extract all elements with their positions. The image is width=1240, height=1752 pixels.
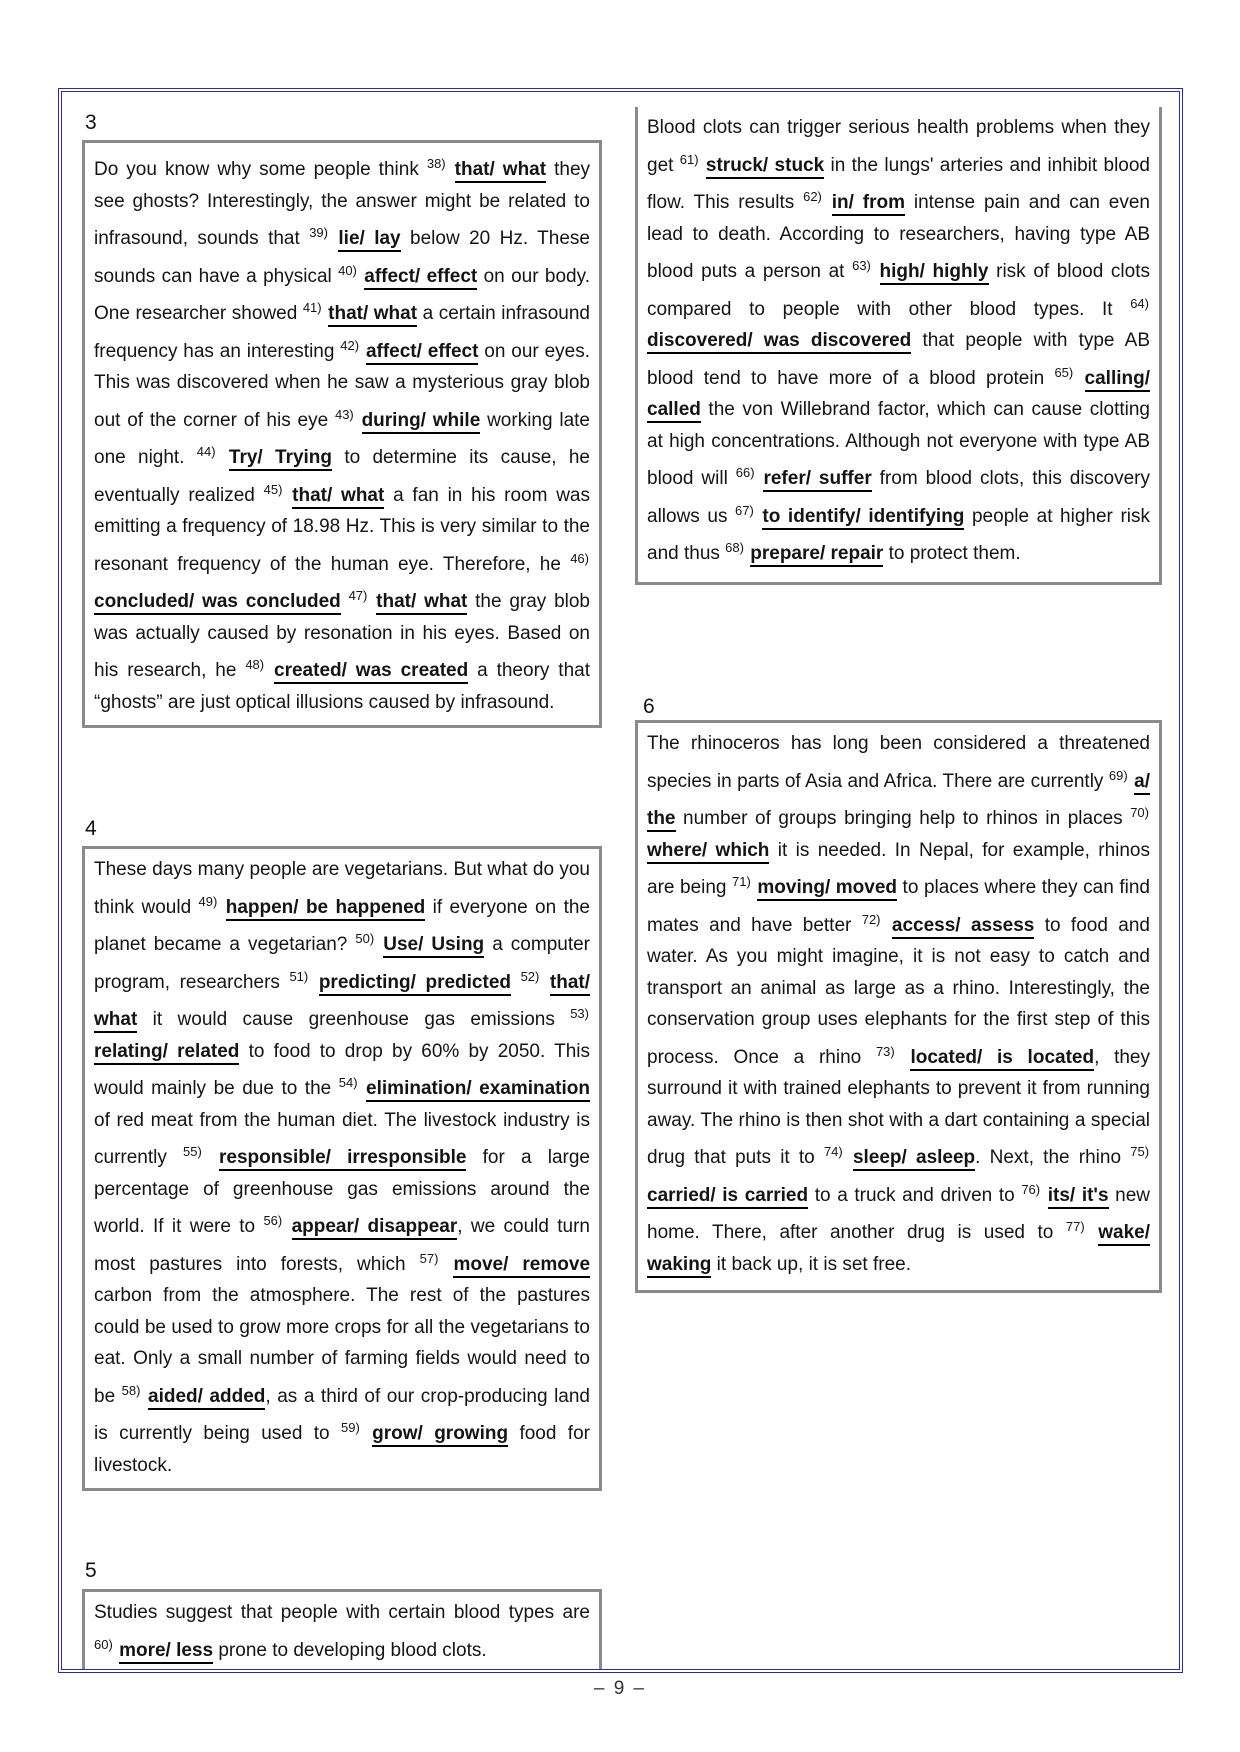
- answer-choice: Use/ Using: [383, 934, 484, 958]
- question-number: 41): [302, 300, 322, 315]
- answer-choice: that/ what: [292, 485, 384, 509]
- answer-choice: refer/ suffer: [763, 468, 871, 492]
- question-number: 45): [263, 481, 283, 497]
- question-number: 57): [419, 1250, 439, 1266]
- answer-choice: created/ was created: [274, 660, 468, 684]
- question-number: 42): [340, 337, 360, 353]
- question-number: 71): [732, 874, 751, 889]
- answer-choice: Try/ Trying: [229, 447, 332, 471]
- question-number: 73): [875, 1043, 895, 1059]
- question-number: 62): [803, 189, 822, 204]
- answer-choice: in/ from: [832, 192, 905, 216]
- passage-6-text: The rhinoceros has long been considered a threatened species in parts of Asia and Africa. There are currently $^{69)}$ a/ the number of groups bringing help to rhinos in places $^{70)}$ where/ which it is needed. In Nepal, for example, rhinos are being $^{71)}$ moving/ moved to places where they can find mates and have better $^{72)}$ access/ assess to food and water. As you might imagine, it is not easy to catch and transport an animal as large as a rhino. Interestingly, the conservation group uses elephants for the first step of this process. Once a rhino $^{73)}$ located/ is located, they surround it with trained elephants to prevent it from running away. The rhino is then shot with a dart containing a special drug that puts it to $^{74)}$ sleep/ asleep. Next, the rhino $^{75)}$ carried/ is carried to a truck and driven to $^{76)}$ its/ it's new home. There, after another drug is used to $^{77)}$ wake/ waking it back up, it is set free.: [638, 723, 1159, 1287]
- passage-5-box: [82, 1589, 602, 1669]
- answer-choice: that/ what: [328, 303, 417, 327]
- question-number: 63): [852, 258, 871, 273]
- question-number: 64): [1130, 295, 1149, 311]
- answer-choice: prepare/ repair: [750, 543, 883, 567]
- question-number: 46): [570, 550, 589, 566]
- passage-6-box: [635, 720, 1162, 1293]
- answer-choice: located/ is located: [910, 1047, 1094, 1071]
- question-number: 77): [1065, 1219, 1085, 1234]
- answer-choice: that/ what: [455, 159, 546, 183]
- answer-choice: happen/ be happened: [226, 897, 426, 921]
- answer-choice: grow/ growing: [372, 1423, 508, 1447]
- question-number: 43): [334, 406, 354, 422]
- passage-3-box: [82, 140, 602, 728]
- answer-choice: predicting/ predicted: [319, 972, 511, 996]
- answer-choice: a/ the: [647, 771, 1150, 833]
- answer-choice: struck/ stuck: [706, 155, 824, 179]
- answer-choice: that/ what: [94, 972, 590, 1034]
- question-number: 55): [183, 1144, 202, 1159]
- question-number: 56): [263, 1213, 283, 1228]
- answer-choice: concluded/ was concluded: [94, 591, 341, 615]
- question-number: 75): [1130, 1144, 1150, 1159]
- answer-choice: moving/ moved: [757, 877, 897, 901]
- answer-choice: where/ which: [647, 840, 769, 864]
- passage-4-box: [82, 846, 602, 1491]
- question-number: 67): [735, 502, 754, 518]
- answer-choice: discovered/ was discovered: [647, 330, 911, 354]
- answer-choice: carried/ is carried: [647, 1185, 808, 1209]
- passage-5-continuation-box: [635, 107, 1162, 585]
- passage-5-continuation-text: Blood clots can trigger serious health problems when they get $^{61)}$ struck/ stuck in the lungs' arteries and inhibit blood flow. This results $^{62)}$ in/ from intense pain and can even lead to death. According to researchers, having type AB blood puts a person at $^{63)}$ high/ highly risk of blood clots compared to people with other blood types. It $^{64)}$ discovered/ was discovered that people with type AB blood tend to have more of a blood protein $^{65)}$ calling/ called the von Willebrand factor, which can cause clotting at high concentrations. Although not everyone with type AB blood will $^{66)}$ refer/ suffer from blood clots, this discovery allows us $^{67)}$ to identify/ identifying people at higher risk and thus $^{68)}$ prepare/ repair to protect them.: [638, 107, 1159, 577]
- question-number: 69): [1108, 767, 1128, 783]
- answer-choice: access/ assess: [892, 915, 1034, 939]
- question-number: 50): [355, 931, 375, 946]
- answer-choice: wake/ waking: [647, 1222, 1150, 1278]
- question-number: 66): [735, 465, 755, 480]
- question-number: 58): [121, 1382, 141, 1398]
- question-number: 54): [338, 1075, 358, 1090]
- answer-choice: responsible/ irresponsible: [219, 1147, 466, 1171]
- answer-choice: move/ remove: [453, 1254, 590, 1278]
- answer-choice: high/ highly: [880, 261, 989, 285]
- question-number: 52): [520, 968, 540, 984]
- question-number: 70): [1130, 805, 1149, 820]
- page-number: – 9 –: [593, 1678, 647, 1699]
- answer-choice: relating/ related: [94, 1041, 239, 1065]
- passage-3-number: 3: [85, 111, 97, 134]
- passage-5-number: 5: [85, 1559, 97, 1582]
- passage-5-text: Studies suggest that people with certain blood types are $^{60)}$ more/ less prone to developing blood clots.: [85, 1592, 599, 1669]
- question-number: 60): [94, 1636, 113, 1652]
- question-number: 76): [1021, 1181, 1041, 1197]
- answer-choice: sleep/ asleep: [853, 1147, 975, 1171]
- question-number: 68): [725, 540, 744, 555]
- answer-choice: appear/ disappear: [292, 1216, 458, 1240]
- answer-choice: to identify/ identifying: [762, 506, 964, 530]
- passage-3-text: Do you know why some people think $^{38)}$ that/ what they see ghosts? Interestingly, the answer might be related to infrasound, sounds that $^{39)}$ lie/ lay below 20 Hz. These sounds can have a physical $^{40)}$ affect/ effect on our body. One researcher showed $^{41)}$ that/ what a certain infrasound frequency has an interesting $^{42)}$ affect/ effect on our eyes. This was discovered when he saw a mysterious gray blob out of the corner of his eye $^{43)}$ during/ while working late one night. $^{44)}$ Try/ Trying to determine its cause, he eventually realized $^{45)}$ that/ what a fan in his room was emitting a frequency of 18.98 Hz. This is very similar to the resonant frequency of the human eye. Therefore, he $^{46)}$ concluded/ was concluded $^{47)}$ that/ what the gray blob was actually caused by resonation in his eyes. Based on his research, he $^{48)}$ created/ was created a theory that “ghosts” are just optical illusions caused by infrasound.: [94, 156, 591, 713]
- answer-choice: its/ it's: [1048, 1185, 1109, 1209]
- question-number: 48): [245, 657, 265, 672]
- question-number: 61): [679, 151, 699, 167]
- passage-4-number: 4: [85, 817, 97, 840]
- question-number: 59): [340, 1420, 360, 1435]
- passage-6-number: 6: [643, 695, 655, 718]
- answer-choice: lie/ lay: [338, 228, 400, 252]
- question-number: 39): [309, 225, 328, 240]
- answer-choice: that/ what: [376, 591, 467, 615]
- answer-choice: calling/ called: [647, 368, 1150, 424]
- answer-choice: elimination/ examination: [366, 1078, 590, 1102]
- answer-choice: affect/ effect: [366, 341, 479, 365]
- question-number: 51): [289, 968, 309, 984]
- question-number: 72): [861, 911, 881, 927]
- question-number: 38): [426, 156, 446, 171]
- question-number: 40): [338, 262, 357, 278]
- passage-4-text: These days many people are vegetarians. But what do you think would $^{49)}$ happen/ be happened if everyone on the planet became a vegetarian? $^{50)}$ Use/ Using a computer program, researchers $^{51)}$ predicting/ predicted $^{52)}$ that/ what it would cause greenhouse gas emissions $^{53)}$ relating/ related to food to drop by 60% by 2050. This would mainly be due to the $^{54)}$ elimination/ examination of red meat from the human diet. The livestock industry is currently $^{55)}$ responsible/ irresponsible for a large percentage of greenhouse gas emissions around the world. If it were to $^{56)}$ appear/ disappear, we could turn most pastures into forests, which $^{57)}$ move/ remove carbon from the atmosphere. The rest of the pastures could be used to grow more crops for all the vegetarians to eat. Only a small number of farming fields would need to be $^{58)}$ aided/ added, as a third of our crop-producing land is currently being used to $^{59)}$ grow/ growing food for livestock.: [94, 859, 591, 1476]
- question-number: 65): [1054, 364, 1074, 380]
- question-number: 49): [198, 893, 218, 909]
- question-number: 53): [570, 1006, 589, 1021]
- question-number: 44): [196, 444, 216, 459]
- question-number: 47): [348, 588, 368, 603]
- answer-choice: more/ less: [119, 1640, 213, 1664]
- answer-choice: during/ while: [362, 410, 481, 434]
- question-number: 74): [823, 1144, 843, 1159]
- answer-choice: affect/ effect: [364, 266, 477, 290]
- answer-choice: aided/ added: [148, 1386, 265, 1410]
